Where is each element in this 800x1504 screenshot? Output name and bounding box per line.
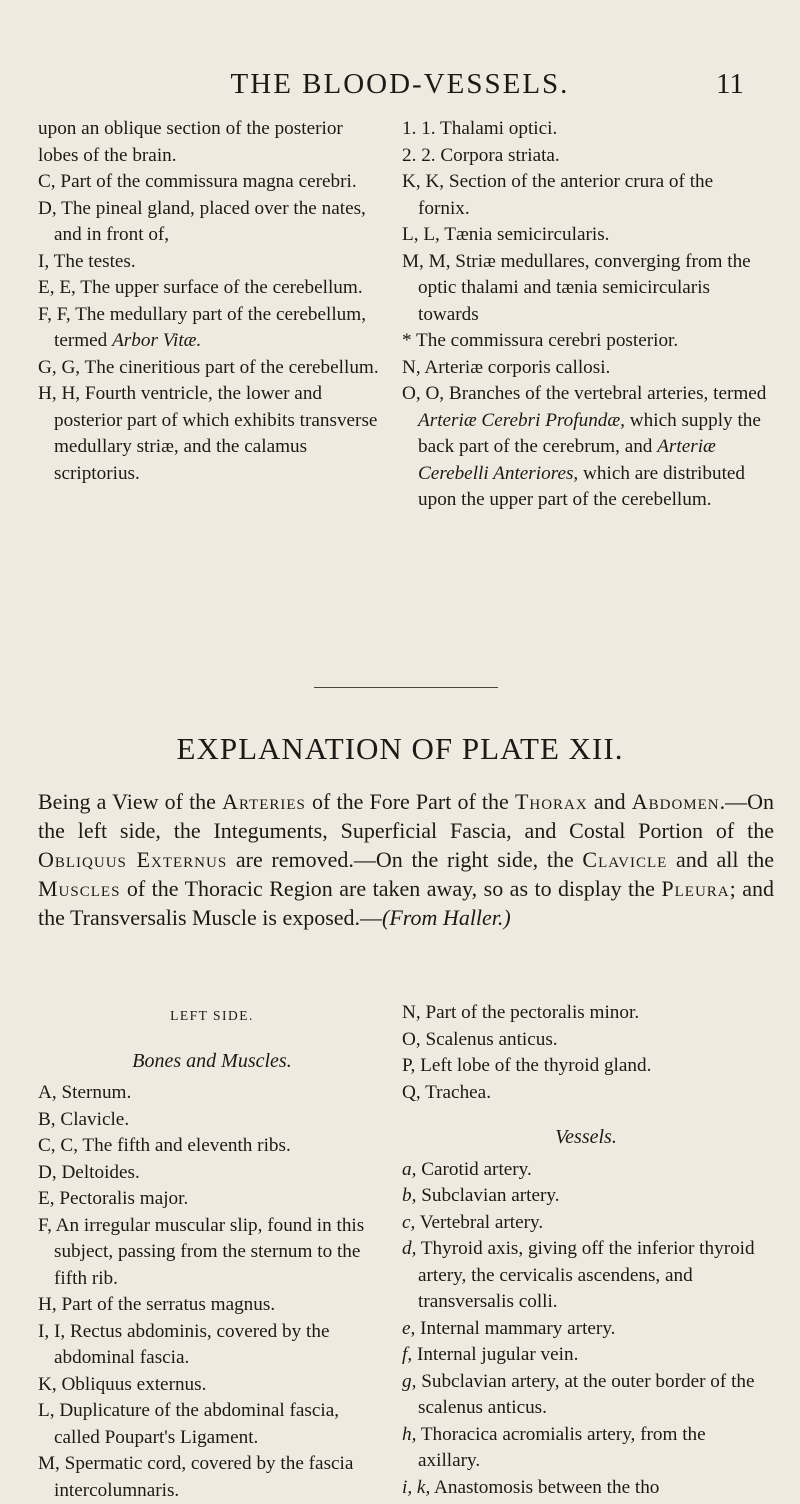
- continued-text: upon an oblique section of the posterior lobes of the brain.: [38, 118, 343, 166]
- section-divider: [314, 687, 498, 688]
- left-side-column: [38, 1003, 386, 1504]
- list-item: D, Deltoides.: [38, 1161, 140, 1183]
- running-head: THE BLOOD-VESSELS.: [230, 68, 570, 100]
- list-item: M, Spermatic cord, covered by the fascia intercolumnaris.: [38, 1453, 354, 1501]
- spacer: [402, 1106, 770, 1124]
- plate-title: EXPLANATION OF PLATE XII.: [176, 731, 624, 766]
- page-number: 11: [716, 68, 744, 100]
- list-item: F, An irregular muscular slip, found in this subject, passing from the sternum to the fifth rib.: [38, 1214, 365, 1289]
- plate-description: Being a View of the Arteries of the Fore Part of the Thorax and Abdomen.—On the left side, the Integuments, Superficial Fascia, and Costal Portion of the Obliquus Externus are removed.—On the right side, the Clavicle and all the Muscles of the Thoracic Region are taken away, so as to display the Pleura; and the Transversalis Muscle is exposed.—(From Haller.): [38, 789, 775, 930]
- list-item: H, Part of the serratus magnus.: [38, 1294, 276, 1315]
- list-item: i, k, Anastomosis between the tho: [402, 1476, 660, 1498]
- list-item: C, Part of the commissura magna cerebri.: [38, 171, 357, 192]
- vessels-heading: Vessels.: [555, 1126, 617, 1148]
- list-item: 2. 2. Corpora striata.: [402, 144, 560, 166]
- list-item: P, Left lobe of the thyroid gland.: [402, 1055, 652, 1076]
- list-item: B, Clavicle.: [38, 1108, 130, 1130]
- list-item: K, Obliquus externus.: [38, 1373, 207, 1395]
- list-item: E, Pectoralis major.: [38, 1188, 189, 1209]
- list-item: N, Part of the pectoralis minor.: [402, 1002, 640, 1023]
- left-side-heading: LEFT SIDE.: [170, 1008, 254, 1023]
- list-item: C, C, The fifth and eleventh ribs.: [38, 1135, 291, 1156]
- list-item: A, Sternum.: [38, 1082, 132, 1103]
- list-item: G, G, The cineritious part of the cerebellum.: [38, 356, 379, 378]
- list-item: E, E, The upper surface of the cerebellum.: [38, 277, 363, 298]
- list-item: F, F, The medullary part of the cerebellum, termed Arbor Vitæ.: [38, 303, 366, 351]
- list-item: d, Thyroid axis, giving off the inferior thyroid artery, the cervicalis ascendens, and transversalis colli.: [402, 1238, 755, 1312]
- list-item: M, M, Striæ medullares, converging from the optic thalami and tænia semicircularis towards: [402, 250, 751, 325]
- right-bottom-column: [402, 1000, 770, 1501]
- list-item: L, Duplicature of the abdominal fascia, called Poupart's Ligament.: [38, 1400, 340, 1448]
- top-left-column: [38, 116, 386, 487]
- list-item: O, O, Branches of the vertebral arteries, termed Arteriæ Cerebri Profundæ, which supply the back part of the cerebrum, and Arteriæ Cerebelli Anteriores, which are distributed upon the upper part of the cerebellum.: [402, 383, 767, 510]
- list-item: I, The testes.: [38, 250, 136, 272]
- list-item: Q, Trachea.: [402, 1081, 491, 1103]
- list-item: a, Carotid artery.: [402, 1158, 532, 1180]
- list-item: D, The pineal gland, placed over the nates, and in front of,: [38, 197, 366, 245]
- list-item: c, Vertebral artery.: [402, 1211, 544, 1233]
- list-item: K, K, Section of the anterior crura of the fornix.: [402, 171, 714, 219]
- list-item: I, I, Rectus abdominis, covered by the abdominal fascia.: [38, 1320, 330, 1368]
- top-right-column: [402, 116, 768, 514]
- list-item: O, Scalenus anticus.: [402, 1028, 558, 1050]
- list-item: N, Arteriæ corporis callosi.: [402, 356, 611, 378]
- list-item: H, H, Fourth ventricle, the lower and posterior part of which exhibits transverse medullary striæ, and the calamus scriptorius.: [38, 383, 378, 484]
- list-item: 1. 1. Thalami optici.: [402, 118, 558, 139]
- list-item: * The commissura cerebri posterior.: [402, 330, 679, 351]
- list-item: g, Subclavian artery, at the outer border of the scalenus anticus.: [402, 1370, 755, 1418]
- list-item: h, Thoracica acromialis artery, from the axillary.: [402, 1423, 706, 1471]
- list-item: e, Internal mammary artery.: [402, 1317, 616, 1339]
- list-item: L, L, Tænia semicircularis.: [402, 224, 610, 245]
- list-item: f, Internal jugular vein.: [402, 1344, 579, 1365]
- list-item: b, Subclavian artery.: [402, 1185, 560, 1206]
- bones-muscles-heading: Bones and Muscles.: [132, 1049, 292, 1072]
